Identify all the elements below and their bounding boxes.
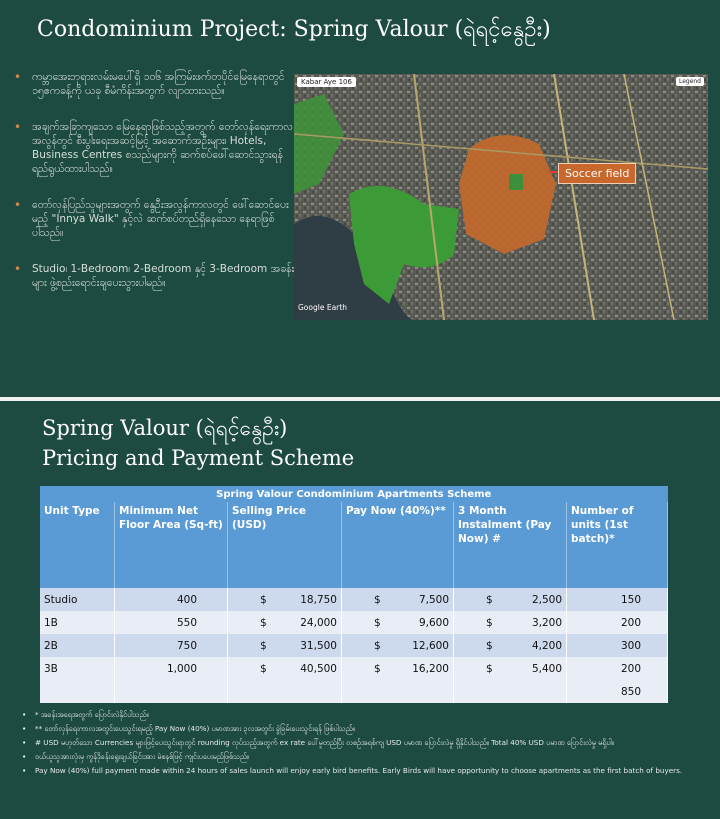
currency-symbol: $	[486, 662, 493, 675]
amount: 2,500	[531, 593, 562, 606]
currency-symbol: $	[260, 593, 267, 606]
amount: 4,200	[531, 639, 562, 652]
footnote: • Pay Now (40%) full payment made within 24 hours of sales launch will enjoy early bird benefits. Early Birds will have opportunity to choose apartments as the first batch of buyers.	[20, 766, 710, 776]
map-place-label: Kabar Aye 106	[297, 77, 356, 87]
cell-instalment	[454, 611, 567, 634]
header-floor-area: Minimum Net Floor Area (Sq-ft)	[115, 502, 228, 588]
cell-pay-now	[342, 657, 454, 680]
amount: 9,600	[418, 616, 449, 629]
currency-symbol: $	[260, 616, 267, 629]
cell-units: 150	[567, 588, 668, 611]
footnote: • * အခန်းအရေအတွက် ပြောင်းလဲနိုင်ပါသည်။	[20, 710, 710, 720]
satellite-map	[294, 74, 708, 320]
footnote: • # USD မဟုတ်သော Currencies များဖြင့်ပေးသွင်းရာတွင် rounding လုပ်သည့်အတွက် ex rate ပေါ်မူတည်ပြီး လစဉ်အရစ်ကျ USD ပမာဏ ပြောင်းလဲမှု ရှိနိုင်ပါသည်။ Total 40% USD ပမာဏ ပြောင်းလဲမှု မရှိပါ။	[20, 738, 710, 748]
table-header-row	[40, 502, 668, 588]
cell-unit-type: 3B	[40, 657, 115, 680]
currency-symbol: $	[260, 639, 267, 652]
header-pay-now: Pay Now (40%)**	[342, 502, 454, 588]
cell-units: 200	[567, 657, 668, 680]
cell-selling-price	[228, 588, 342, 611]
bullet-text: • တော်လှန်ပြည်သူများအတွက် နွေဦးအလွန်ကာလတွင် ဖေါ်ဆောင်ပေးမည့် "Innya Walk" နှင့်လဲ ဆက်စပ်တည်ရှိနေသော နေရာဖြစ်ပါသည်။	[32, 199, 289, 239]
cell-pay-now	[342, 611, 454, 634]
cell-pay-now	[342, 634, 454, 657]
cell-selling-price	[228, 657, 342, 680]
bullet-text: • အချက်အခြာကျသော မြေနေရာဖြစ်သည့်အတွက် တော်လှန်ရေးကာလအလွန်တွင် စီးပွါးရေးအဆင့်မြင့် အဆောက်အဦးများ၊ Hotels, Business Centres စသည်များကို ဆက်စပ်ဖေါ်ဆောင်သွားရန် ရည်ရွယ်ထားပါသည်။	[32, 121, 294, 175]
cell-instalment	[454, 634, 567, 657]
table-row	[40, 657, 668, 680]
currency-symbol: $	[374, 639, 381, 652]
amount: 40,500	[300, 662, 337, 675]
table-caption: Spring Valour Condominium Apartments Scheme	[40, 486, 668, 502]
cell-floor-area: 750	[115, 634, 228, 657]
bullet-item	[12, 262, 302, 290]
currency-symbol: $	[486, 639, 493, 652]
bullet-item	[12, 120, 302, 176]
cell-floor-area: 400	[115, 588, 228, 611]
amount: 5,400	[531, 662, 562, 675]
cell-units: 200	[567, 611, 668, 634]
cell-instalment	[454, 657, 567, 680]
currency-symbol: $	[486, 616, 493, 629]
slide-project-overview	[0, 0, 720, 397]
currency-symbol: $	[486, 593, 493, 606]
map-attribution: Google Earth	[298, 303, 347, 312]
amount: 7,500	[418, 593, 449, 606]
cell-unit-type: 1B	[40, 611, 115, 634]
amount: 12,600	[412, 639, 449, 652]
pricing-title-line1: Spring Valour (ရဲရင့်နွေဦး)	[42, 416, 288, 440]
pricing-table	[40, 486, 668, 703]
currency-symbol: $	[260, 662, 267, 675]
slide-pricing	[0, 401, 720, 819]
header-unit-type: Unit Type	[40, 502, 115, 588]
table-row	[40, 634, 668, 657]
currency-symbol: $	[374, 616, 381, 629]
bullet-item	[12, 198, 302, 240]
footnote: • ** တော်လှန်ရေးကာလအတွင်းပေးသွင်းရမည့် Pay Now (40%) ပမာဏအား ၃လအတွင်း ခွဲခြမ်းပေးသွင်းရန် ဖြစ်ပါသည်။	[20, 724, 710, 734]
amount: 24,000	[300, 616, 337, 629]
currency-symbol: $	[374, 662, 381, 675]
header-number-of-units: Number of units (1st batch)*	[567, 502, 668, 588]
slide-title: Condominium Project: Spring Valour (ရဲရင့်နွေဦး)	[37, 17, 551, 42]
bullet-text: • ကမ္ဘာအေးဘုရားလမ်းမပေါ်ရှိ ၁၀၆ အကြမ်းဖက်တပိုင်မြေနေရာတွင် ၁၅ဧကခန့်ကို ယခု စီမံကိန်းအတွက် လျာထားသည်။	[32, 71, 285, 97]
cell-selling-price	[228, 634, 342, 657]
table-total-row	[40, 680, 668, 703]
cell-units: 300	[567, 634, 668, 657]
bullet-item	[12, 70, 302, 98]
amount: 31,500	[300, 639, 337, 652]
pricing-title-line2: Pricing and Payment Scheme	[42, 446, 355, 470]
cell-pay-now	[342, 588, 454, 611]
cell-selling-price	[228, 611, 342, 634]
amount: 18,750	[300, 593, 337, 606]
footnotes	[20, 710, 710, 780]
amount: 16,200	[412, 662, 449, 675]
amount: 3,200	[531, 616, 562, 629]
map-legend-label: Legend	[676, 77, 704, 86]
footnote: • ဝယ်ယူသူအားလုံးမှ ကွန်ဒိုခန်းရွေးချယ်ခြင်းအား မဲစနစ်ဖြင့် ကျင်းပပေးမည်ဖြစ်သည်။	[20, 752, 710, 762]
satellite-map-image	[294, 74, 708, 320]
cell-unit-type: Studio	[40, 588, 115, 611]
table-row	[40, 611, 668, 634]
cell-floor-area: 550	[115, 611, 228, 634]
bullet-text: • Studio၊ 1-Bedroom၊ 2-Bedroom နှင့် 3-Bedroom အခန်းများ ဖွဲ့စည်းရောင်းချပေးသွားပါမည်။	[32, 263, 295, 289]
cell-unit-type: 2B	[40, 634, 115, 657]
cell-floor-area: 1,000	[115, 657, 228, 680]
header-instalment: 3 Month Instalment (Pay Now) #	[454, 502, 567, 588]
total-units-cell: 850	[567, 680, 668, 703]
cell-instalment	[454, 588, 567, 611]
soccer-field-callout: Soccer field	[558, 163, 636, 184]
currency-symbol: $	[374, 593, 381, 606]
bullet-list	[12, 70, 302, 312]
header-selling-price: Selling Price (USD)	[228, 502, 342, 588]
table-row	[40, 588, 668, 611]
